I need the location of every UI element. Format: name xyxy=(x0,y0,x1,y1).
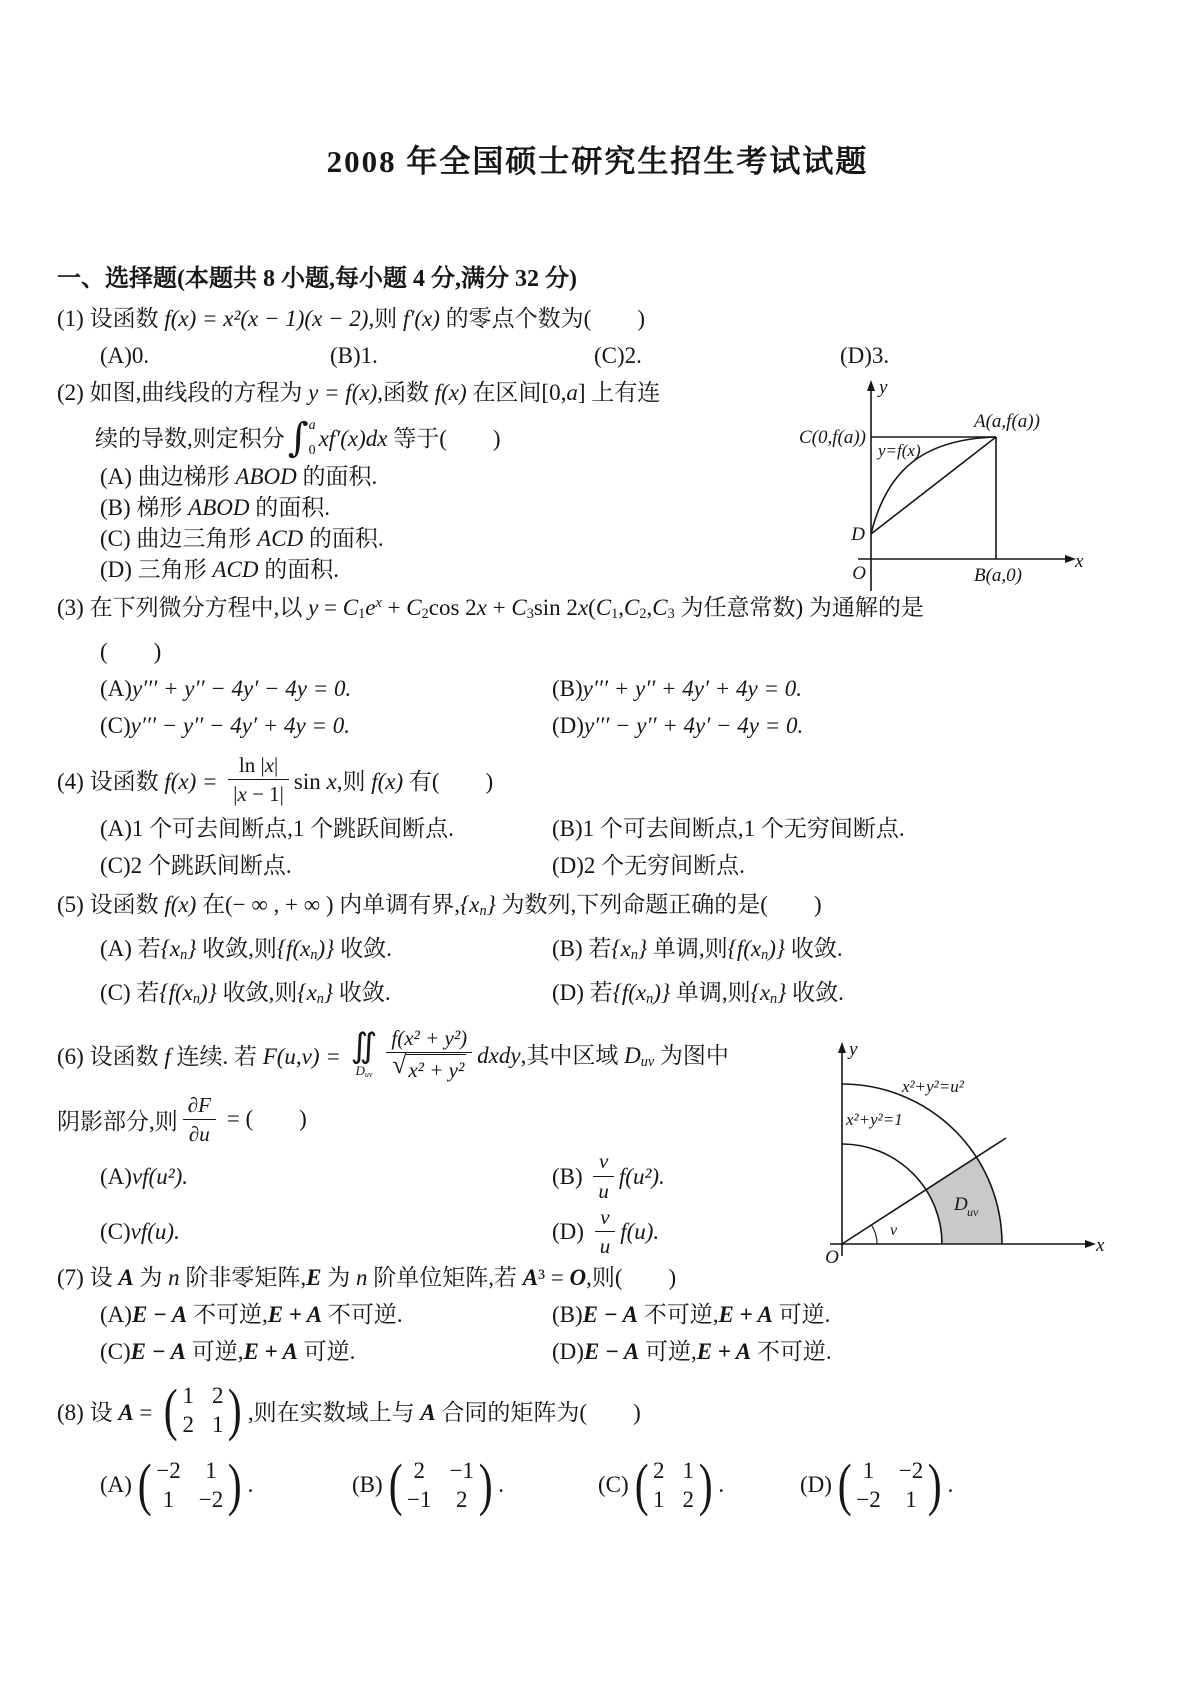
q7-option-d: (D)E − A 可逆,E + A 不可逆. xyxy=(552,1339,832,1365)
q6-option-c: (C)vf(u). xyxy=(100,1219,180,1245)
q1-options xyxy=(57,337,1138,374)
q6-stem-line2: 阴影部分,则 $\frac{\partial F}{\partial u}$ = ( ) xyxy=(57,1092,307,1146)
figure-q2-curve-diagram xyxy=(778,376,1088,598)
y-axis-label: y xyxy=(879,377,888,398)
q1-option-d: (D)3. xyxy=(840,343,890,368)
matrix-cell: 1 xyxy=(205,1458,217,1484)
q2-text-column xyxy=(57,374,797,585)
q5-options-row1 xyxy=(57,930,1138,974)
matrix-cell: −2 xyxy=(156,1458,181,1484)
y-axis-label: y xyxy=(849,1039,858,1061)
q6-options-row2 xyxy=(57,1204,837,1260)
point-b-label: B(a,0) xyxy=(974,565,1023,586)
x-axis-arrow xyxy=(1085,1240,1096,1248)
fraction-numerator: ∂F xyxy=(187,1092,211,1117)
region-label-D: D xyxy=(954,1194,968,1216)
origin-label: O xyxy=(852,563,866,584)
q2-option-b: (B) 梯形 ABOD 的面积. xyxy=(100,495,330,520)
option-formula: y′′′ + y′′ + 4y′ + 4y = 0. xyxy=(582,675,803,701)
q8-option-d xyxy=(800,1452,1138,1518)
q5-options-row2 xyxy=(57,974,1138,1018)
double-integral-region: $D_{uv}$ xyxy=(355,1063,373,1080)
section-heading: 一、选择题(本题共 8 小题,每小题 4 分,满分 32 分) xyxy=(57,266,577,292)
q2-stem-line1: (2) 如图,曲线段的方程为 y = f(x),函数 f(x) 在区间[0,a] 上有连 xyxy=(57,380,661,405)
partial-derivative-fraction xyxy=(183,1092,216,1148)
option-label: (D) xyxy=(552,712,584,738)
x-axis-label: x xyxy=(1075,551,1084,572)
q3-stem-line2: ( ) xyxy=(100,638,162,664)
inner-circle-label: x²+y²=1 xyxy=(846,1110,903,1130)
q3-options-row2 xyxy=(57,707,1138,744)
double-integral xyxy=(350,1026,378,1080)
matrix-cell: 1 xyxy=(905,1487,917,1513)
fraction xyxy=(228,752,289,808)
question-1 xyxy=(57,300,1138,374)
q1-option-b: (B)1. xyxy=(330,343,378,368)
q4-option-c: (C)2 个跳跃间断点. xyxy=(100,852,292,878)
option-formula: y′′′ − y′′ + 4y′ − 4y = 0. xyxy=(583,712,804,738)
matrix-cell: −1 xyxy=(407,1487,432,1513)
right-paren: ) xyxy=(228,1377,243,1443)
fraction-denominator: |x − 1| xyxy=(233,782,284,807)
q2-option-c: (C) 曲边三角形 ACD 的面积. xyxy=(100,526,384,551)
q7-stem: (7) 设 A 为 n 阶非零矩阵,E 为 n 阶单位矩阵,若 A³ = O,则( ) xyxy=(57,1265,677,1291)
matrix-cell: 1 xyxy=(653,1487,665,1513)
integrand-fraction xyxy=(386,1025,472,1084)
q7-option-b: (B)E − A 不可逆,E + A 可逆. xyxy=(552,1302,831,1328)
matrix-cell: 1 xyxy=(862,1458,875,1484)
double-integral-sign: ∬ xyxy=(350,1026,378,1067)
page-title: 2008 年全国硕士研究生招生考试试题 xyxy=(326,144,869,179)
option-label: (B) xyxy=(552,675,583,701)
question-3 xyxy=(57,585,1138,744)
q6-option-a: (A)vf(u²). xyxy=(100,1163,188,1189)
definite-integral xyxy=(288,416,316,460)
fraction-numerator: f(x² + y²) xyxy=(391,1026,468,1051)
question-6 xyxy=(57,1018,1138,1269)
option-label: (A) xyxy=(100,1472,132,1498)
q1-option-c: (C)2. xyxy=(594,343,642,368)
matrix-entries xyxy=(180,1382,225,1438)
q4-option-b: (B)1 个可去间断点,1 个无穷间断点. xyxy=(552,815,905,841)
option-label: (A) xyxy=(100,675,132,701)
option-label: (C) xyxy=(598,1472,629,1498)
option-period: . xyxy=(498,1472,505,1498)
matrix-cell: 2 xyxy=(413,1458,425,1484)
q2-option-a: (A) 曲边梯形 ABOD 的面积. xyxy=(100,464,378,489)
q5-stem: (5) 设函数 f(x) 在(− ∞ , + ∞ ) 内单调有界$,\{x_n\}$ 为数列,下列命题正确的是( ) xyxy=(57,891,822,920)
option-label: (B) xyxy=(352,1472,383,1498)
matrix-cell: 1 xyxy=(682,1458,694,1484)
q7-option-a: (A)E − A 不可逆,E + A 不可逆. xyxy=(100,1302,403,1328)
option-period: . xyxy=(247,1472,254,1498)
matrix-cell: −2 xyxy=(898,1458,924,1484)
y-axis-arrow xyxy=(838,1042,846,1053)
q5-option-a: (A) 若$\{x_n\}$ 收敛,则$\{f(x_n)\}$ 收敛. xyxy=(100,936,392,964)
q2-stem-line2: 续的导数,则定积分 ∫ a 0 xf′(x)dx 等于( ) xyxy=(95,415,501,461)
option-formula: y′′′ − y′′ − 4y′ + 4y = 0. xyxy=(130,712,351,738)
q4-options-row2 xyxy=(57,847,1138,884)
angle-v-label: v xyxy=(890,1222,898,1240)
integral-upper-limit: a xyxy=(308,418,316,433)
point-a-label: A(a,f(a)) xyxy=(974,411,1040,432)
figure-q6-region-diagram xyxy=(802,1032,1108,1284)
integral-lower-limit: 0 xyxy=(308,443,316,458)
q1-stem: (1) 设函数 f(x) = x²(x − 1)(x − 2),则 f′(x) 的零点个数为( ) xyxy=(57,306,645,331)
matrix-cell: 2 xyxy=(653,1458,665,1484)
matrix-cell: 2 xyxy=(682,1487,694,1513)
q8-option-a xyxy=(100,1452,352,1518)
q8-options xyxy=(57,1452,1138,1518)
q3-option-c xyxy=(57,707,552,744)
x-axis-label: x xyxy=(1096,1235,1105,1257)
q6-figure-container xyxy=(802,1032,1108,1290)
q3-option-d xyxy=(552,707,1138,744)
q5-option-c: (C) 若$\{f(x_n)\}$ 收敛,则$\{x_n\}$ 收敛. xyxy=(100,980,391,1008)
option-period: . xyxy=(718,1472,725,1498)
q4-stem: (4) 设函数 f(x) = $\frac{\ln |x|}{|x - 1|}$ sin x,则 f(x) 有( ) xyxy=(57,753,494,807)
q8-stem: (8) 设 A = ( 1 2 2 1 ) ,则在实数域上与 A 合同的矩阵为( ) xyxy=(57,1377,641,1443)
question-4 xyxy=(57,750,1138,884)
matrix-cell: −1 xyxy=(449,1458,474,1484)
q3-options-row1 xyxy=(57,670,1138,707)
matrix-A xyxy=(161,1377,245,1443)
angle-mark-arc xyxy=(871,1225,877,1244)
fraction-denominator: ∂u xyxy=(188,1121,210,1146)
matrix-cell: 2 xyxy=(455,1487,468,1513)
q4-option-a: (A)1 个可去间断点,1 个跳跃间断点. xyxy=(100,815,454,841)
integral-sign: ∫ xyxy=(287,415,309,461)
matrix-cell: 2 xyxy=(182,1412,194,1438)
q4-options-row1 xyxy=(57,810,1138,847)
q7-option-c: (C)E − A 可逆,E + A 可逆. xyxy=(100,1339,356,1365)
q3-stem-line1: (3) 在下列微分方程中,以 $y = C_1e^x + C_2\cos$ $2x + C_3\sin$ $2x(C_1,C_2,C_3$ 为任意常数) 为通解的是 xyxy=(57,594,924,622)
q6-option-b: (B) $\frac{v}{u}$ f(u²). xyxy=(552,1149,665,1203)
q5-option-d: (D) 若$\{f(x_n)\}$ 单调,则$\{x_n\}$ 收敛. xyxy=(552,980,844,1008)
q2-figure-container xyxy=(778,376,1088,604)
origin-label: O xyxy=(825,1247,839,1269)
option-period: . xyxy=(947,1472,954,1498)
option-matrix: ( 2 −1 −1 2 ) xyxy=(388,1452,493,1518)
q6-text-column xyxy=(57,1018,837,1259)
q3-option-b xyxy=(552,670,1138,707)
question-8 xyxy=(57,1377,1138,1518)
y-axis-arrow xyxy=(867,380,875,391)
q5-option-b: (B) 若$\{x_n\}$ 单调,则$\{f(x_n)\}$ 收敛. xyxy=(552,936,843,964)
q8-option-b xyxy=(352,1452,598,1518)
q6-option-d: (D) $\frac{v}{u}$ f(u). xyxy=(552,1204,660,1259)
matrix-cell: 1 xyxy=(182,1383,194,1409)
matrix-cell: −2 xyxy=(856,1487,881,1513)
fraction-numerator: ln |x| xyxy=(238,753,279,778)
outer-circle-label: x²+y²=u² xyxy=(902,1077,964,1097)
option-matrix: ( 2 1 1 2 ) xyxy=(634,1452,713,1518)
option-label: (C) xyxy=(100,712,131,738)
point-d-label: D xyxy=(851,524,865,545)
question-5 xyxy=(57,886,1138,1018)
option-formula: y′′′ + y′′ − 4y′ − 4y = 0. xyxy=(131,675,352,701)
curve-equation-label: y=f(x) xyxy=(878,441,921,460)
v-over-u-fraction: $\frac{v}{u}$ xyxy=(595,1204,616,1260)
matrix-cell: 2 xyxy=(211,1383,224,1409)
region-label-uv-subscript: uv xyxy=(967,1205,979,1220)
q6-stem-line1: (6) 设函数 f 连续. 若 F(u,v) = ∬ $D_{uv}$ f(x² + y²) √ x² + y² dxdy,其中区域 $D_{uv}$ 为图中 xyxy=(57,1026,729,1083)
matrix-cell: −2 xyxy=(198,1487,224,1513)
point-c-label: C(0,f(a)) xyxy=(798,427,866,448)
q4-option-d: (D)2 个无穷间断点. xyxy=(552,852,745,878)
q6-options-row1 xyxy=(57,1148,837,1204)
q7-options-row1 xyxy=(57,1296,1138,1333)
fraction-denominator: √ x² + y² xyxy=(392,1050,465,1083)
q7-options-row2 xyxy=(57,1333,1138,1370)
question-2 xyxy=(57,374,1138,585)
q2-options xyxy=(57,461,797,585)
matrix-cell: 1 xyxy=(162,1487,175,1513)
v-over-u-fraction: $\frac{v}{u}$ xyxy=(593,1148,614,1204)
q3-option-a xyxy=(57,670,552,707)
integral-limits xyxy=(309,416,316,460)
q1-option-a: (A)0. xyxy=(100,343,150,368)
matrix-cell: 1 xyxy=(211,1412,224,1438)
q8-option-c xyxy=(598,1452,800,1518)
option-matrix: ( −2 1 1 −2 ) xyxy=(137,1452,242,1518)
q2-option-d: (D) 三角形 ACD 的面积. xyxy=(100,557,339,582)
option-matrix: ( 1 −2 −2 1 ) xyxy=(837,1452,942,1518)
left-paren: ( xyxy=(163,1377,178,1443)
option-label: (D) xyxy=(800,1472,832,1498)
radical-sign: √ xyxy=(392,1050,407,1080)
